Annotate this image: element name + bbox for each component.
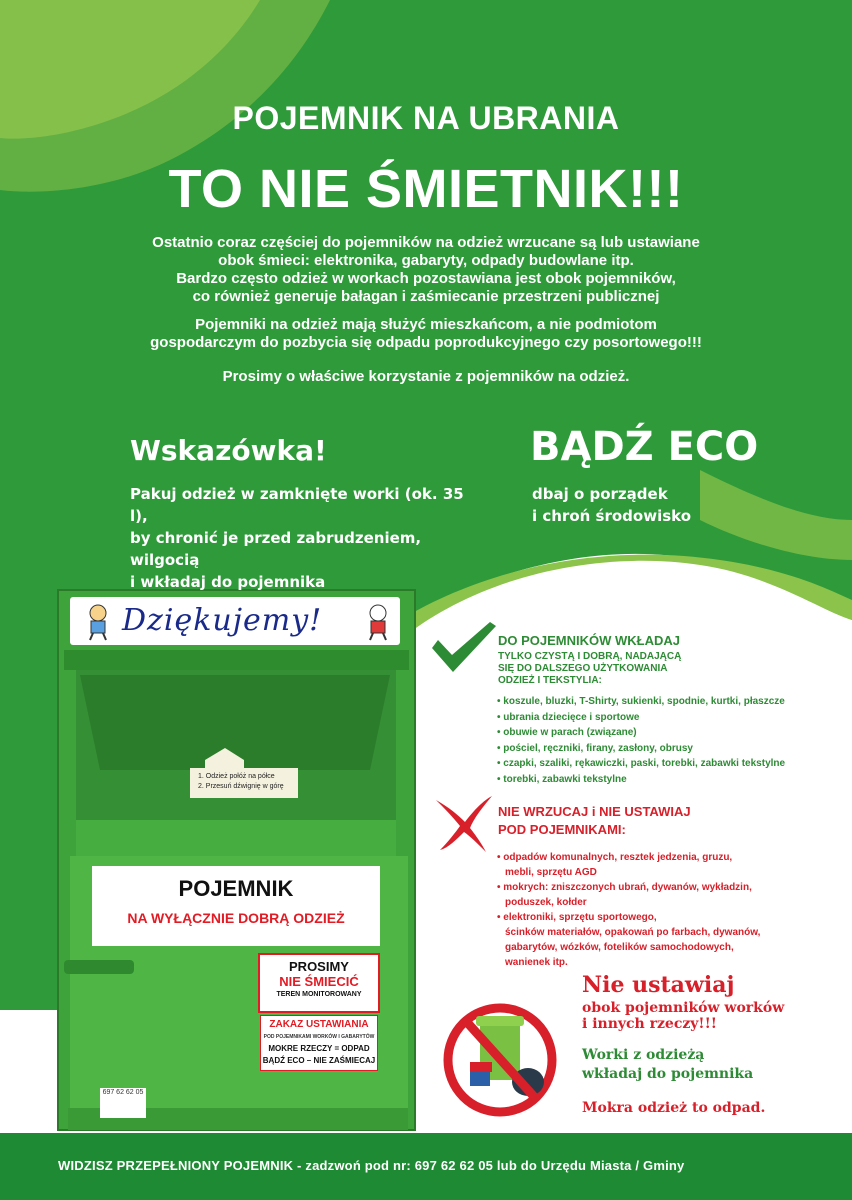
warning-last: Mokra odzież to odpad. xyxy=(582,1100,766,1116)
list-item: mebli, sprzętu AGD xyxy=(505,867,597,878)
hint-text xyxy=(130,483,470,593)
no-placing-sign xyxy=(260,1015,378,1071)
list-item: • pościel, ręczniki, firany, zasłony, obrusy xyxy=(497,741,785,757)
eco-line1: dbaj o porządek xyxy=(532,485,668,503)
eco-title: BĄDŹ ECO xyxy=(530,424,759,470)
dont-section-title xyxy=(498,803,691,839)
footer-bar xyxy=(0,1133,852,1200)
bin-sign-title: POJEMNIK xyxy=(178,876,294,901)
do-sub3: ODZIEŻ I TEKSTYLIA: xyxy=(498,675,602,686)
thanks-text: Dziękujemy! xyxy=(122,603,323,638)
do-section-subtitle xyxy=(498,651,681,687)
no-litter-line2: NIE ŚMIECIĆ xyxy=(279,974,359,989)
list-item: • elektroniki, sprzętu sportowego, xyxy=(497,910,807,925)
intro-p2-line2: gospodarczym do pozbycia się odpadu poprodukcyjnego czy posortowego!!! xyxy=(150,334,702,351)
no-placing-line2: POD POJEMNIKAMI WORKÓW I GABARYTÓW xyxy=(263,1034,375,1040)
warning-green-text xyxy=(582,1046,753,1084)
do-section-title: DO POJEMNIKÓW WKŁADAJ xyxy=(498,633,680,648)
instruction-label xyxy=(190,768,298,798)
warning-line2: i innych rzeczy!!! xyxy=(582,1016,717,1032)
bin-main-sign xyxy=(92,866,380,946)
list-item: • czapki, szaliki, rękawiczki, paski, torebki, zabawki tekstylne xyxy=(497,756,785,772)
list-item: • mokrych: zniszczonych ubrań, dywanów, wykładzin, xyxy=(497,880,807,895)
list-item: gabarytów, wózków, fotelików samochodowych, xyxy=(505,942,734,953)
list-item: • torebki, zabawki tekstylne xyxy=(497,772,785,788)
do-sub2: SIĘ DO DALSZEGO UŻYTKOWANIA xyxy=(498,663,668,674)
warning-title: Nie ustawiaj xyxy=(582,972,735,998)
warning-text xyxy=(582,1000,784,1032)
list-item: • koszule, bluzki, T-Shirty, sukienki, spodnie, kurtki, płaszcze xyxy=(497,694,785,710)
dont-list xyxy=(497,850,807,970)
list-item: • obuwie w parach (związane) xyxy=(497,725,785,741)
no-litter-sign xyxy=(258,953,380,1013)
intro-p1-line4: co również generuje bałagan i zaśmiecanie przestrzeni publicznej xyxy=(192,288,660,305)
hint-line2: by chronić je przed zabrudzeniem, wilgocią xyxy=(130,529,422,569)
instruction-line2: 2. Przesuń dźwignię w górę xyxy=(198,783,284,790)
no-placing-line1: ZAKAZ USTAWIANIA xyxy=(269,1019,369,1030)
footer-text: WIDZISZ PRZEPEŁNIONY POJEMNIK - zadzwoń pod nr: 697 62 62 05 lub do Urzędu Miasta / Gminy xyxy=(58,1158,685,1173)
list-item: poduszek, kołder xyxy=(505,897,587,908)
no-placing-line4: BĄDŹ ECO – NIE ZAŚMIECAJ xyxy=(262,1056,376,1065)
intro-p2-line1: Pojemniki na odzież mają służyć mieszkańcom, a nie podmiotom xyxy=(195,316,657,333)
list-item: • odpadów komunalnych, resztek jedzenia, gruzu, xyxy=(497,850,807,865)
phone-sticker: 697 62 62 05 xyxy=(100,1088,146,1118)
no-litter-line3: TEREN MONITOROWANY xyxy=(276,991,362,998)
eco-line2: i chroń środowisko xyxy=(532,507,692,525)
warning-green1: Worki z odzieżą xyxy=(582,1047,705,1063)
eco-text xyxy=(532,483,691,527)
dont-title2: POD POJEMNIKAMI: xyxy=(498,822,626,837)
no-litter-line1: PROSIMY xyxy=(289,959,349,974)
thanks-banner xyxy=(70,597,400,645)
list-item: ścinków materiałów, opakowań po farbach, dywanów, xyxy=(505,927,761,938)
list-item: wanienek itp. xyxy=(505,957,568,968)
intro-text xyxy=(0,234,852,396)
hint-line1: Pakuj odzież w zamknięte worki (ok. 35 l), xyxy=(130,485,464,525)
hint-title: Wskazówka! xyxy=(130,434,327,467)
child-girl-icon xyxy=(78,601,118,641)
hint-line3: i wkładaj do pojemnika xyxy=(130,573,326,591)
list-item: • ubrania dziecięce i sportowe xyxy=(497,710,785,726)
intro-p1-line3: Bardzo często odzież w workach pozostawiana jest obok pojemników, xyxy=(176,270,676,287)
title-line-1: POJEMNIK NA UBRANIA xyxy=(232,100,620,136)
intro-p1-line2: obok śmieci: elektronika, gabaryty, odpady budowlane itp. xyxy=(218,252,634,269)
bin-sign-subtitle: NA WYŁĄCZNIE DOBRĄ ODZIEŻ xyxy=(127,910,345,926)
do-sub1: TYLKO CZYSTĄ I DOBRĄ, NADAJĄCĄ xyxy=(498,651,682,662)
warning-line1: obok pojemników worków xyxy=(582,1000,785,1016)
child-boy-icon xyxy=(358,601,398,641)
no-bags-sign-icon xyxy=(448,1008,552,1112)
do-list xyxy=(497,694,785,787)
intro-p1-line1: Ostatnio coraz częściej do pojemników na odzież wrzucane są lub ustawiane xyxy=(152,234,700,251)
intro-p3: Prosimy o właściwe korzystanie z pojemników na odzież. xyxy=(222,368,630,385)
title-line-2: TO NIE ŚMIETNIK!!! xyxy=(168,159,684,219)
no-placing-line3: MOKRE RZECZY = ODPAD xyxy=(268,1044,370,1053)
warning-green2: wkładaj do pojemnika xyxy=(582,1066,754,1082)
dont-title1: NIE WRZUCAJ i NIE USTAWIAJ xyxy=(498,804,691,819)
instruction-line1: 1. Odzież połóż na półce xyxy=(198,773,275,780)
